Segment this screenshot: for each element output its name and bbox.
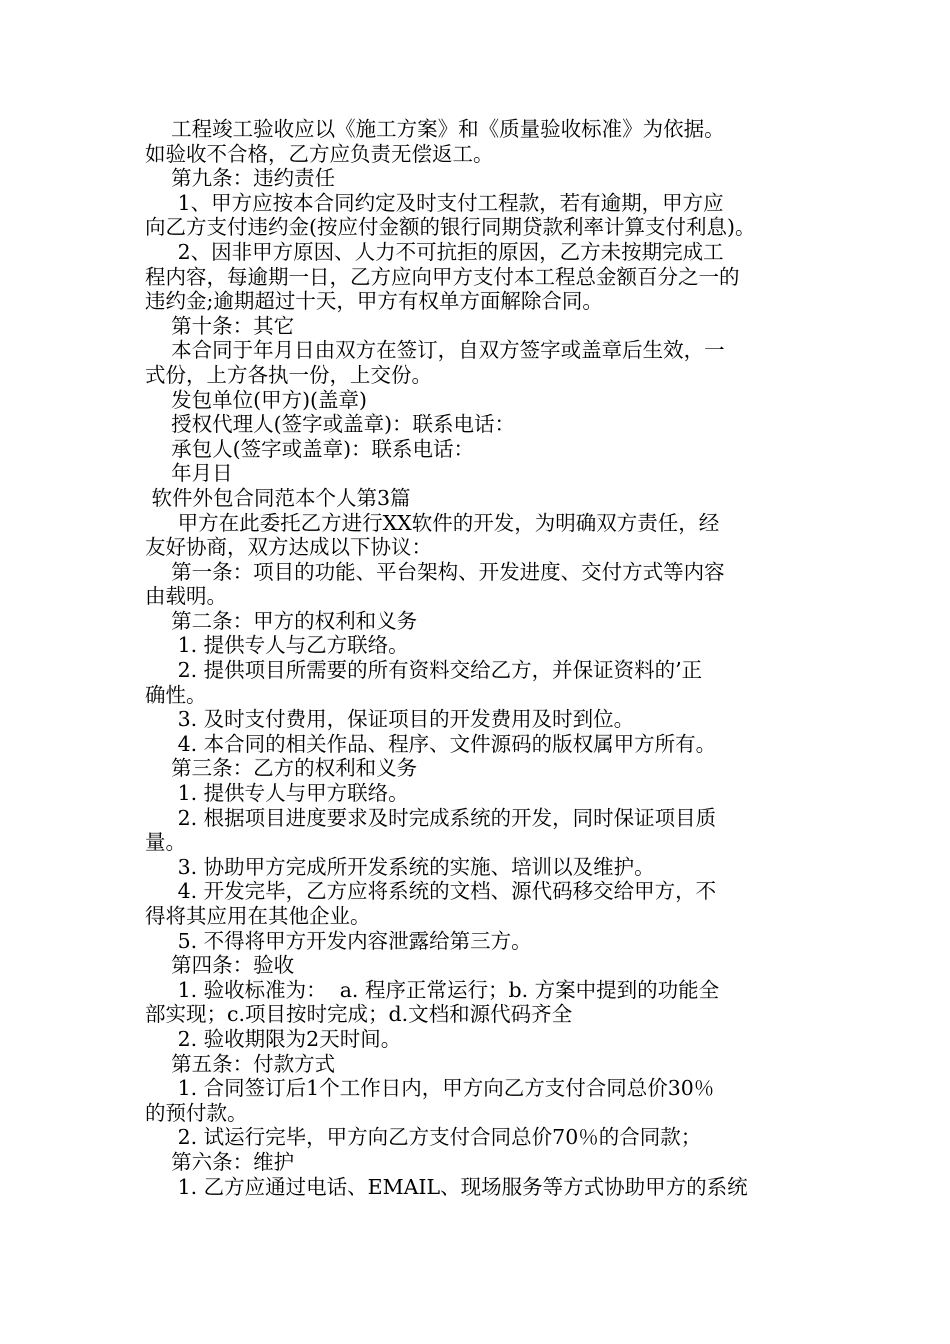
text-line: 得将其应用在其他企业。	[145, 904, 371, 928]
text-line: 向乙方支付违约金(按应付金额的银行同期贷款利率计算支付利息)。	[145, 215, 756, 240]
signature-line: 发包单位(甲方)(盖章)	[145, 387, 368, 412]
text-line: 式份，上方各执一份，上交份。	[145, 362, 432, 387]
article-title: 软件外包合同范本个人第3篇	[145, 485, 411, 510]
text-line: 第一条：项目的功能、平台架构、开发进度、交付方式等内容	[145, 559, 725, 584]
document-body	[145, 117, 810, 1199]
text-line: 本合同于年月日由双方在签订，自双方签字或盖章后生效，一	[145, 338, 725, 363]
signature-line: 承包人(签字或盖章)：联系电话：	[145, 436, 475, 461]
list-item: 5. 不得将甲方开发内容泄露给第三方。	[145, 928, 532, 953]
list-item: 2. 验收期限为2天时间。	[145, 1026, 402, 1051]
list-item: 2. 试运行完毕，甲方向乙方支付合同总价70％的合同款；	[145, 1125, 702, 1150]
text-line: 程内容，每逾期一日，乙方应向甲方支付本工程总金额百分之一的	[145, 264, 740, 289]
list-item: 1. 合同签订后1个工作日内，甲方向乙方支付合同总价30％	[145, 1076, 715, 1101]
text-line: 甲方在此委托乙方进行XX软件的开发，为明确双方责任，经	[145, 510, 720, 535]
section-heading: 第六条：维护	[145, 1149, 295, 1174]
date-line: 年月日	[145, 461, 233, 486]
list-item: 1. 提供专人与甲方联络。	[145, 781, 409, 806]
list-item: 2. 根据项目进度要求及时完成系统的开发，同时保证项目质	[145, 805, 717, 830]
text-line: 违约金;逾期超过十天，甲方有权单方面解除合同。	[145, 289, 603, 314]
list-item: 4. 本合同的相关作品、程序、文件源码的版权属甲方所有。	[145, 731, 717, 756]
section-heading: 第五条：付款方式	[145, 1051, 336, 1076]
text-line: 如验收不合格，乙方应负责无偿返工。	[145, 141, 494, 166]
section-heading: 第三条：乙方的权利和义务	[145, 756, 418, 781]
text-line: 友好协商，双方达成以下协议：	[145, 535, 432, 560]
text-line: 由载明。	[145, 584, 227, 609]
text-line: 工程竣工验收应以《施工方案》和《质量验收标准》为依据。	[145, 117, 725, 141]
section-heading: 第四条：验收	[145, 953, 295, 978]
list-item: 3. 及时支付费用，保证项目的开发费用及时到位。	[145, 707, 635, 732]
section-heading: 第二条：甲方的权利和义务	[145, 608, 418, 633]
section-heading: 第十条：其它	[145, 313, 295, 338]
list-item: 1. 提供专人与乙方联络。	[145, 633, 409, 658]
list-item: 1. 乙方应通过电话、EMAIL、现场服务等方式协助甲方的系统	[145, 1174, 748, 1199]
list-item: 1. 验收标准为： a. 程序正常运行；b. 方案中提到的功能全	[145, 977, 720, 1002]
text-line: 量。	[145, 830, 186, 855]
text-line: 1、甲方应按本合同约定及时支付工程款，若有逾期，甲方应	[145, 190, 724, 215]
section-heading: 第九条：违约责任	[145, 166, 336, 191]
text-line: 部实现；c.项目按时完成；d.文档和源代码齐全	[145, 1002, 573, 1027]
list-item: 3. 协助甲方完成所开发系统的实施、培训以及维护。	[145, 854, 655, 879]
text-line: 的预付款。	[145, 1100, 248, 1125]
text-line: 2、因非甲方原因、人力不可抗拒的原因，乙方未按期完成工	[145, 239, 724, 264]
text-line: 确性。	[145, 682, 207, 707]
signature-line: 授权代理人(签字或盖章)：联系电话：	[145, 412, 516, 437]
list-item: 4. 开发完毕，乙方应将系统的文档、源代码移交给甲方，不	[145, 879, 717, 904]
list-item: 2. 提供项目所需要的所有资料交给乙方，并保证资料的’正	[145, 658, 703, 683]
